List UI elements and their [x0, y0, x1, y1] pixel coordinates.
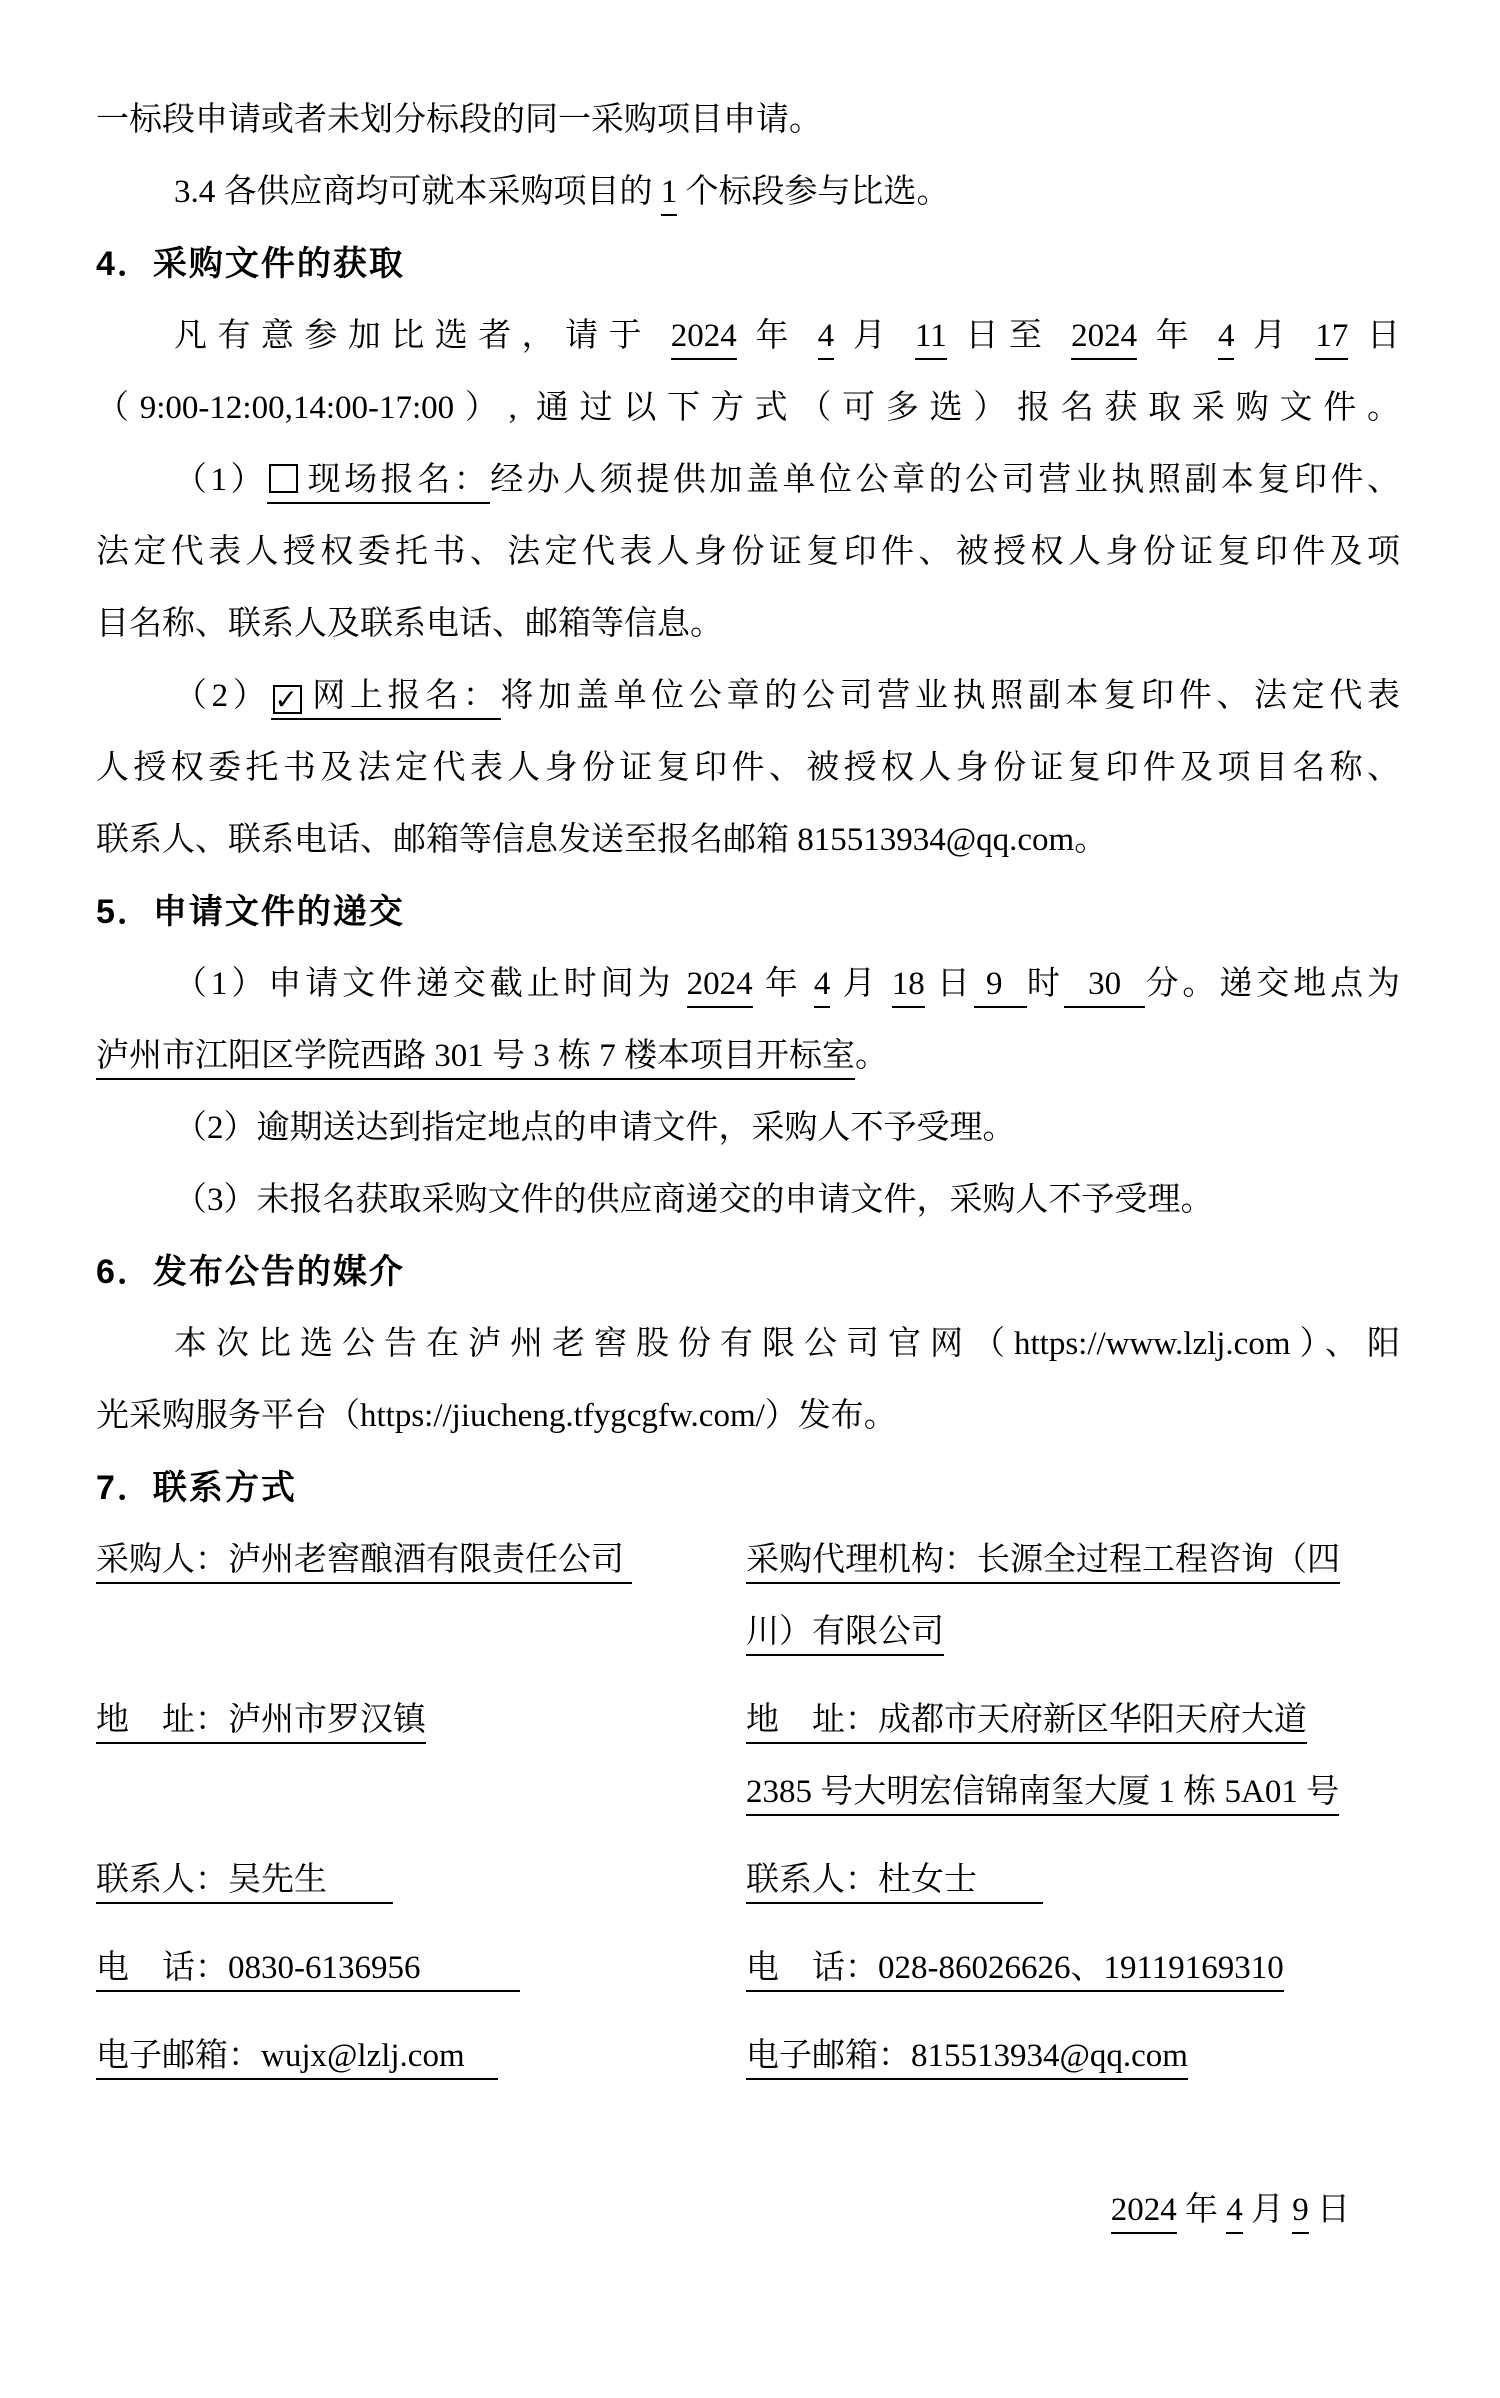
text-segment: 现场报名： — [304, 462, 490, 504]
text-segment: 网上报名： — [308, 678, 501, 720]
paragraph-line — [96, 1092, 1400, 1164]
text-segment: 4 — [814, 966, 831, 1008]
text-segment: 时 — [1026, 966, 1064, 1002]
paragraph-line — [96, 732, 1400, 804]
text-segment: （2）逾期送达到指定地点的申请文件，采购人不予受理。 — [174, 1110, 1016, 1146]
contact-line — [96, 1524, 746, 1596]
contact-cell-right — [746, 1524, 1400, 1668]
text-segment: 2024 — [687, 966, 753, 1008]
text-segment: 联系人：吴先生 — [96, 1862, 393, 1904]
paragraph-line — [96, 300, 1400, 372]
checkbox-unchecked-icon[interactable] — [269, 464, 298, 493]
text-segment: 经办人须提供加盖单位公章的公司营业执照副本复印件、 — [490, 462, 1401, 498]
paragraph-line — [96, 1164, 1400, 1236]
text-segment: 4．采购文件的获取 — [96, 245, 405, 283]
text-segment: （1） — [174, 462, 268, 498]
text-segment: 分。递交地点为 — [1145, 966, 1401, 1002]
text-segment: （3）未报名获取采购文件的供应商递交的申请文件，采购人不予受理。 — [174, 1182, 1214, 1218]
contact-cell-right — [746, 1684, 1400, 1828]
text-segment: 月 — [834, 318, 915, 354]
text-segment: 2385 号大明宏信锦南玺大厦 1 栋 5A01 号 — [746, 1774, 1339, 1816]
text-segment: 泸州市江阳区学院西路 301 号 3 栋 7 楼本项目开标室 — [96, 1038, 855, 1080]
contact-cell-right — [746, 2020, 1400, 2092]
text-segment: 一标段申请或者未划分标段的同一采购项目申请。 — [96, 102, 822, 138]
text-segment: （2） — [174, 678, 271, 714]
text-segment: 联系人、联系电话、邮箱等信息发送至报名邮箱 815513934@qq.com。 — [96, 822, 1108, 858]
contact-line — [746, 1932, 1400, 2004]
paragraph-line — [96, 1308, 1400, 1380]
text-segment: 目名称、联系人及联系电话、邮箱等信息。 — [96, 606, 723, 642]
text-segment: 。 — [855, 1038, 888, 1074]
checkbox-wrap — [271, 678, 308, 720]
text-segment: 2024 — [1071, 318, 1137, 360]
contact-grid — [96, 1524, 1400, 2092]
contact-cell-right — [746, 1844, 1400, 1916]
text-segment: （1）申请文件递交截止时间为 — [174, 966, 687, 1002]
text-segment: 采购人：泸州老窖酿酒有限责任公司 — [96, 1542, 632, 1584]
contact-line — [746, 1844, 1400, 1916]
text-segment: 3.4 各供应商均可就本采购项目的 — [174, 174, 661, 210]
text-segment: 凡有意参加比选者，请于 — [174, 318, 671, 354]
text-segment: 将加盖单位公章的公司营业执照副本复印件、法定代表 — [500, 678, 1400, 714]
text-segment: 7．联系方式 — [96, 1469, 297, 1507]
contact-line — [746, 1524, 1400, 1596]
checkbox-checked-icon[interactable]: ✓ — [273, 685, 302, 714]
paragraph-line — [96, 660, 1400, 732]
contact-cell-left — [96, 1932, 746, 2004]
text-segment: 电 话：0830-6136956 — [96, 1950, 520, 1992]
section-heading — [96, 1452, 1400, 1524]
text-segment: 年 — [1137, 318, 1218, 354]
contact-cell-right — [746, 1932, 1400, 2004]
text-segment: 月 — [1234, 318, 1316, 354]
contact-cell-left — [96, 1524, 746, 1668]
paragraph-line — [96, 948, 1400, 1020]
text-segment: 采购代理机构：长源全过程工程咨询（四 — [746, 1542, 1340, 1584]
contact-line — [746, 1756, 1400, 1828]
text-segment: 地 址：成都市天府新区华阳天府大道 — [746, 1702, 1307, 1744]
contact-line — [746, 1596, 1400, 1668]
document-lines — [96, 84, 1400, 1524]
text-segment: 9 — [1292, 2192, 1309, 2234]
text-segment: 月 — [830, 966, 892, 1002]
section-heading — [96, 876, 1400, 948]
text-segment: 光采购服务平台（https://jiucheng.tfygcgfw.com/）发布。 — [96, 1398, 897, 1434]
text-segment: 人授权委托书及法定代表人身份证复印件、被授权人身份证复印件及项目名称、 — [96, 750, 1400, 786]
text-segment: 9 — [974, 966, 1027, 1008]
text-segment: 2024 — [671, 318, 737, 360]
text-segment: 1 — [661, 174, 678, 216]
text-segment: 5．申请文件的递交 — [96, 893, 405, 931]
contact-cell-left — [96, 1844, 746, 1916]
text-segment: 2024 — [1111, 2192, 1177, 2234]
text-segment: 法定代表人授权委托书、法定代表人身份证复印件、被授权人身份证复印件及项 — [96, 534, 1400, 570]
paragraph-line — [96, 444, 1400, 516]
section-heading — [96, 228, 1400, 300]
paragraph-line — [96, 588, 1400, 660]
text-segment: 4 — [1218, 318, 1235, 360]
text-segment: 6．发布公告的媒介 — [96, 1253, 405, 1291]
text-segment: 本次比选公告在泸州老窖股份有限公司官网（https://www.lzlj.com）、阳 — [174, 1326, 1400, 1362]
text-segment: 30 — [1064, 966, 1146, 1008]
checkbox-wrap — [267, 462, 304, 504]
contact-line — [746, 2020, 1400, 2092]
text-segment: 4 — [818, 318, 835, 360]
text-segment: 电子邮箱：wujx@lzlj.com — [96, 2038, 498, 2080]
text-segment: 月 — [1242, 2192, 1293, 2228]
text-segment: 年 — [752, 966, 814, 1002]
text-segment: 日 — [924, 966, 974, 1002]
contact-cell-left — [96, 2020, 746, 2092]
contact-line — [746, 1684, 1400, 1756]
paragraph-line — [96, 804, 1400, 876]
section-heading — [96, 1236, 1400, 1308]
text-segment: 电子邮箱：815513934@qq.com — [746, 2038, 1188, 2080]
text-segment: 年 — [1176, 2192, 1227, 2228]
paragraph-line — [96, 1020, 1400, 1092]
contact-line — [96, 1684, 746, 1756]
text-segment: 电 话：028-86026626、19119169310 — [746, 1950, 1284, 1992]
text-segment: 联系人：杜女士 — [746, 1862, 1043, 1904]
paragraph-line — [96, 156, 1400, 228]
contact-line — [96, 1844, 746, 1916]
contact-line — [96, 2020, 746, 2092]
paragraph-line — [96, 1380, 1400, 1452]
text-segment: 11 — [915, 318, 947, 360]
text-segment: 日 — [1348, 318, 1401, 354]
text-segment: 地 址：泸州市罗汉镇 — [96, 1702, 426, 1744]
text-segment: 年 — [736, 318, 818, 354]
text-segment: 日至 — [946, 318, 1072, 354]
contact-line — [96, 1932, 746, 2004]
text-segment: 川）有限公司 — [746, 1614, 944, 1656]
text-segment: 18 — [892, 966, 925, 1008]
text-segment: 4 — [1226, 2192, 1243, 2234]
paragraph-line — [96, 84, 1400, 156]
text-segment: 17 — [1315, 318, 1348, 360]
text-segment: 个标段参与比选。 — [677, 174, 950, 210]
paragraph-line — [96, 516, 1400, 588]
date-line — [96, 2174, 1400, 2246]
paragraph-line — [96, 372, 1400, 444]
text-segment: （9:00-12:00,14:00-17:00）, 通过以下方式（可多选）报名获取采购文件。 — [96, 390, 1400, 426]
text-segment: 日 — [1308, 2192, 1350, 2228]
contact-cell-left — [96, 1684, 746, 1828]
